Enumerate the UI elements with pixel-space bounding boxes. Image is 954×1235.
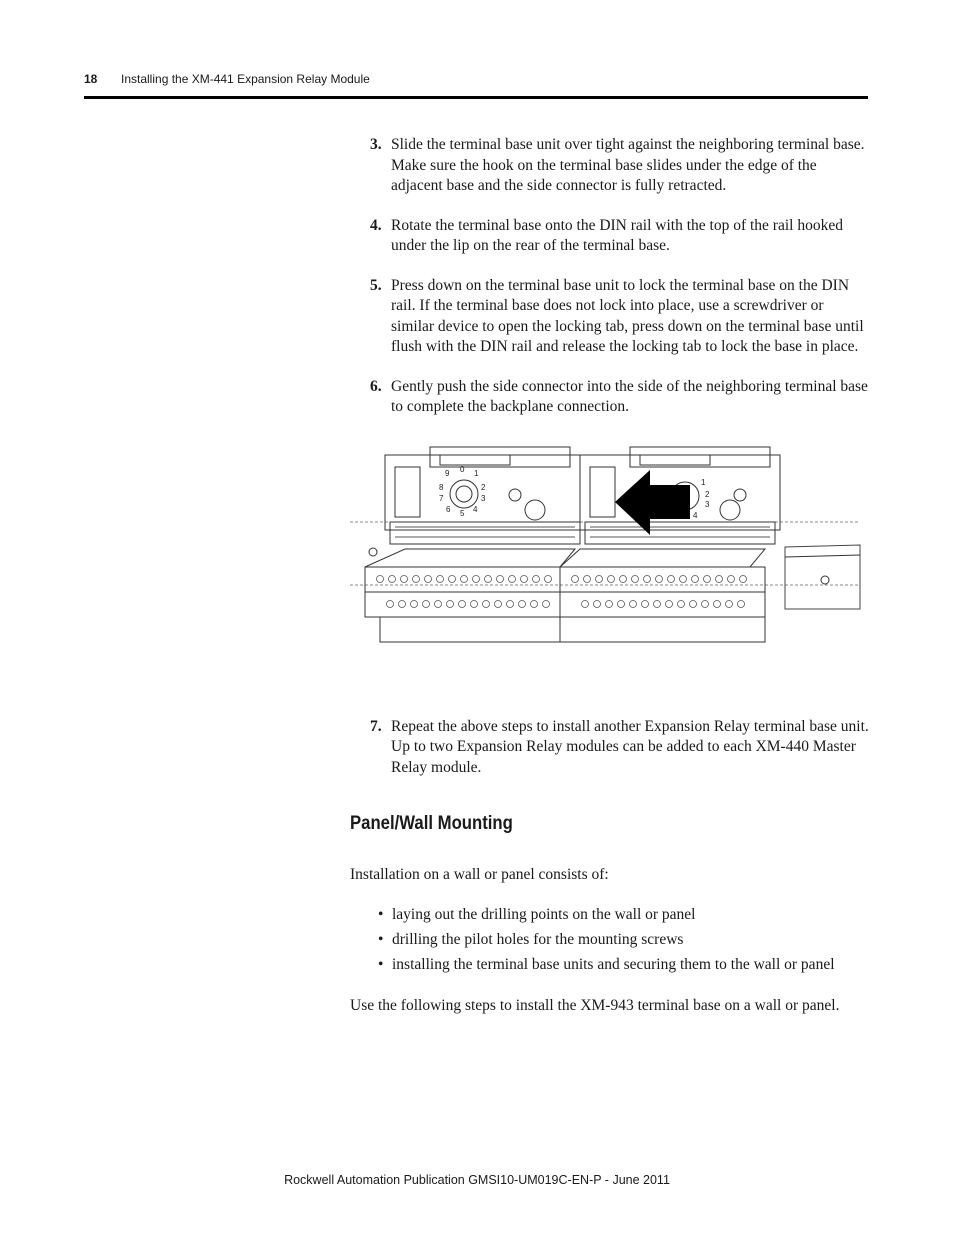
step-number: 4.: [370, 216, 382, 234]
dial-label: 3: [705, 499, 710, 509]
dial-label: 4: [693, 510, 698, 520]
step-text: Press down on the terminal base unit to lock the terminal base on the DIN rail. If the terminal base does not lock into place, use a screwdriver or similar device to open the locking tab, press down on the terminal base until flush with the DIN rail and release the locking tab to lock the base in place.: [391, 276, 864, 355]
step-text: Rotate the terminal base onto the DIN rail with the top of the rail hooked under the lip on the rear of the terminal base.: [391, 216, 843, 254]
step-7: [350, 717, 870, 779]
step-6: [350, 377, 870, 418]
section-heading: Panel/Wall Mounting: [350, 813, 513, 834]
running-title: Installing the XM-441 Expansion Relay Module: [121, 72, 370, 86]
list-item-text: installing the terminal base units and securing them to the wall or panel: [392, 956, 835, 973]
dial-label: 2: [481, 482, 486, 492]
dial-label: 7: [439, 493, 444, 503]
dial-label: 2: [705, 489, 710, 499]
list-item: [350, 905, 870, 926]
section-closing: Use the following steps to install the XM-943 terminal base on a wall or panel.: [350, 996, 840, 1014]
dial-label: 1: [474, 468, 479, 478]
dial-label: 6: [446, 504, 451, 514]
list-item-text: laying out the drilling points on the wall or panel: [392, 906, 696, 923]
step-3: [350, 135, 870, 197]
step-5: [350, 276, 870, 358]
step-text: Repeat the above steps to install another Expansion Relay terminal base unit. Up to two Expansion Relay modules can be added to each XM-440 Master Relay module.: [391, 717, 869, 776]
main-content: [350, 135, 870, 1036]
bullet-icon: •: [378, 906, 384, 923]
step-4: [350, 216, 870, 257]
step-number: 5.: [370, 276, 382, 294]
bullet-icon: •: [378, 956, 384, 973]
step-text: Gently push the side connector into the side of the neighboring terminal base to complete the backplane connection.: [391, 377, 868, 415]
dial-label: 3: [481, 493, 486, 503]
dial-label: 1: [701, 477, 706, 487]
page-footer: Rockwell Automation Publication GMSI10-UM019C-EN-P - June 2011: [284, 1173, 670, 1187]
page-header: [84, 72, 868, 99]
dial-label: 0: [460, 464, 465, 474]
dial-label: 4: [473, 504, 478, 514]
list-item: [350, 930, 870, 951]
step-number: 6.: [370, 377, 382, 395]
terminal-base-illustration: [345, 437, 865, 687]
installation-bullet-list: [350, 905, 870, 976]
dial-label: 5: [460, 508, 465, 518]
dial-label: 8: [439, 482, 444, 492]
bullet-icon: •: [378, 931, 384, 948]
section-intro: Installation on a wall or panel consists of:: [350, 865, 609, 883]
step-number: 3.: [370, 136, 382, 153]
left-arrow-icon: [615, 470, 690, 535]
step-number: 7.: [370, 717, 382, 735]
dial-label: 9: [445, 468, 450, 478]
terminal-base-drawing: [345, 437, 865, 687]
list-item: [350, 955, 870, 976]
page-number: 18: [84, 72, 98, 86]
list-item-text: drilling the pilot holes for the mounting screws: [392, 931, 684, 948]
step-text: Slide the terminal base unit over tight against the neighboring terminal base. Make sure the hook on the terminal base slides under the edge of the adjacent base and the side connector is fully retracted.: [391, 136, 865, 194]
